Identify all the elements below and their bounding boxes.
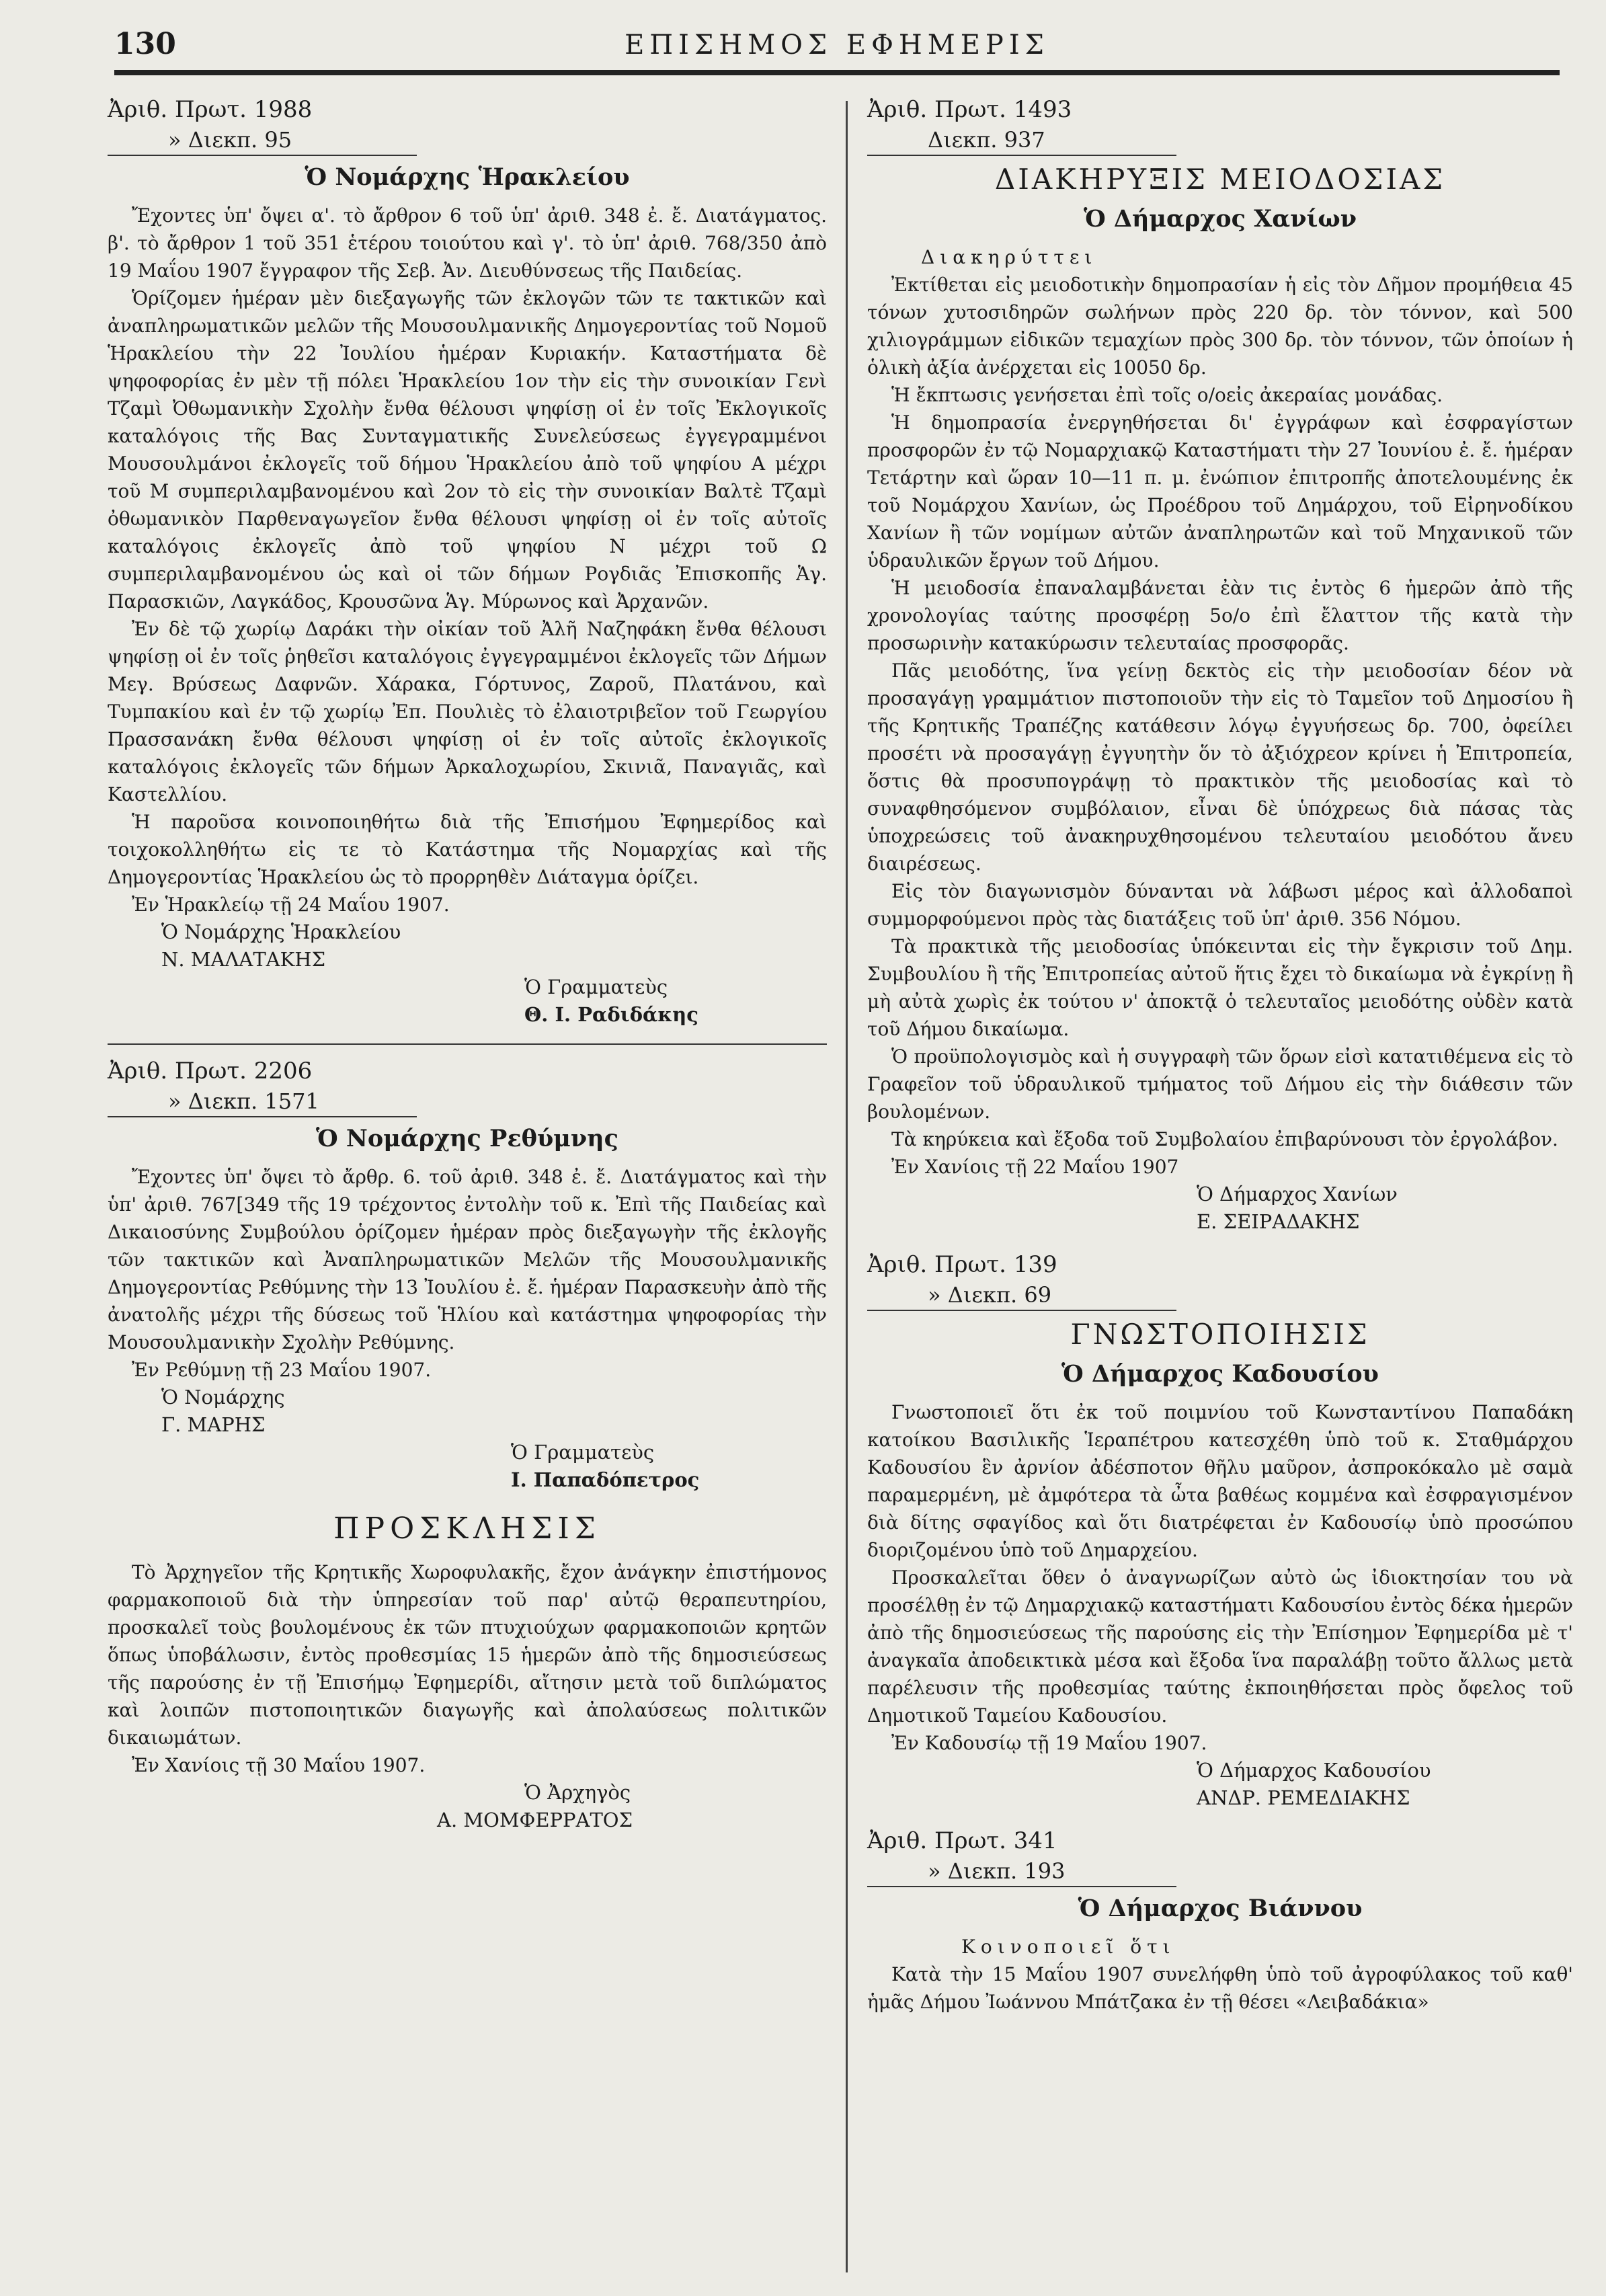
notifies-line: Κοινοποιεῖ ὅτι bbox=[961, 1936, 1176, 1958]
signatory-name: Α. ΜΟΜΦΕΡΡΑΤΟΣ bbox=[437, 1809, 633, 1831]
article-office: Ὁ Δήμαρχος Βιάννου bbox=[1078, 1895, 1363, 1922]
protocol-number: Ἀριθ. Πρωτ. 139 bbox=[867, 1251, 1057, 1278]
signatory-name: Ε. ΣΕΙΡΑΔΑΚΗΣ bbox=[1197, 1210, 1360, 1233]
newspaper-title: ΕΠΙΣΗΜΟΣ ΕΦΗΜΕΡΙΣ bbox=[625, 30, 1049, 61]
signatory-title: Ὁ Νομάρχης bbox=[161, 1386, 285, 1409]
spacer bbox=[867, 1812, 1573, 1825]
dispatch-number: Διεκπ. 937 bbox=[928, 127, 1045, 153]
paragraph: Ἔχοντες ὑπ' ὄψει α'. τὸ ἄρθρον 6 τοῦ ὑπ' ἀριθ. 348 ἐ. ἔ. Διατάγματος. β'. τὸ ἄρθρον 1 τοῦ 351 ἑτέρου τοιούτου καὶ γ'. τὸ ὑπ' ἀριθ. 768/350 ἀπὸ 19 Μαΐου 1907 ἔγγραφον τῆς Σεβ. Ἀν. Διευθύνσεως τῆς Παιδείας. bbox=[108, 204, 827, 282]
auction-title: ΔΙΑΚΗΡΥΞΙΣ ΜΕΙΟΔΟΣΙΑΣ bbox=[994, 163, 1446, 196]
protocol-ref bbox=[867, 94, 1176, 156]
date-line: Ἐν Καδουσίῳ τῇ 19 Μαΐου 1907. bbox=[891, 1732, 1207, 1754]
column-divider bbox=[846, 101, 848, 2272]
protocol-number: Ἀριθ. Πρωτ. 1493 bbox=[867, 96, 1072, 123]
protocol-number: Ἀριθ. Πρωτ. 2206 bbox=[108, 1058, 313, 1084]
paragraph: Ὁρίζομεν ἡμέραν μὲν διεξαγωγῆς τῶν ἐκλογῶν τῶν τε τακτικῶν καὶ ἀναπληρωματικῶν μελῶν τῆς Μουσουλμανικῆς Δημογεροντίας τοῦ Νομοῦ Ἡρακλείου τὴν 22 Ἰουλίου ἡμέραν Κυριακήν. Καταστήματα δὲ ψηφοφορίας ἐν μὲν τῇ πόλει Ἡρακλείου 1ον τὴν εἰς τὴν συνοικίαν Γενὶ Τζαμὶ Ὀθωμανικὴν Σχολὴν ἔνθα θέλουσι ψηφίσῃ οἱ ἐν τοῖς Ἐκλογικοῖς καταλόγοις τῆς Βας Συνταγματικῆς Συνελεύσεως ἐγγεγραμμένοι Μουσουλμάνοι ἐκλογεῖς τοῦ δήμου Ἡρακλείου ἀπὸ τοῦ ψηφίου Α μέχρι τοῦ Μ συμπεριλαμβανομένου καὶ 2ον τὸ εἰς τὴν συνοικίαν Βαλτὲ Τζαμὶ ὀθωμανικὸν Παρθεναγωγεῖον ἔνθα θέλουσι ψηφίσῃ οἱ ἐν τοῖς αὐτοῖς καταλόγοις ἐκλογεῖς ἀπὸ τοῦ ψηφίου Ν μέχρι τοῦ Ω συμπεριλαμβανομένου ὡς καὶ οἱ τῶν δήμων Ρογδιᾶς Ἐπισκοπῆς Ἁγ. Παρασκιῶν, Λαγκάδος, Κρουσῶνα Ἁγ. Μύρωνος καὶ Ἀρχανῶν. bbox=[108, 287, 827, 612]
paragraph: Ἡ μειοδοσία ἐπαναλαμβάνεται ἐὰν τις ἐντὸς 6 ἡμερῶν ἀπὸ τῆς χρονολογίας ταύτης προσφέρῃ 5ο/ο ἐπὶ ἔλαττον τῆς κατὰ τὴν προσωρινὴν κατακύρωσιν τελευταίας προσφορᾶς. bbox=[867, 577, 1573, 654]
signatory-name: Γ. ΜΑΡΗΣ bbox=[161, 1413, 266, 1436]
article-office: Ὁ Νομάρχης Ἡρακλείου bbox=[305, 163, 630, 191]
secretary-title: Ὁ Γραμματεὺς bbox=[511, 1441, 655, 1464]
paragraph: Τὸ Ἀρχηγεῖον τῆς Κρητικῆς Χωροφυλακῆς, ἔχον ἀνάγκην ἐπιστήμονος φαρμακοποιοῦ διὰ τὴν ὑπηρεσίαν τοῦ παρ' αὐτῷ θεραπευτηρίου, προσκαλεῖ τοὺς βουλομένους ἐκ τῶν πτυχιούχων φαρμακοποιῶν κρητῶν ὅπως ὑποβάλωσιν, ἐντὸς προθεσμίας 15 ἡμερῶν ἀπὸ τῆς δημοσιεύσεως τῆς παρούσης ἐν τῇ Ἐπισήμῳ Ἐφημερίδι, αἴτησιν μετὰ τοῦ διπλώματος καὶ λοιπῶν πιστοποιητικῶν διαγωγῆς καὶ ἀπολαύσεως πολιτικῶν δικαιωμάτων. bbox=[108, 1561, 827, 1749]
paragraph: Ἔχοντες ὑπ' ὄψει τὸ ἄρθρ. 6. τοῦ ἀριθ. 348 ἐ. ἔ. Διατάγματος καὶ τὴν ὑπ' ἀριθ. 767[349 τῆς 19 τρέχοντος ἐντολὴν τοῦ κ. Ἐπὶ τῆς Παιδείας καὶ Δικαιοσύνης Συμβούλου ὁρίζομεν ἡμέραν πρὸς διεξαγωγὴν τῆς ἐκλογῆς τῶν τακτικῶν καὶ Ἀναπληρωματικῶν Μελῶν τῆς Μουσουλμανικῆς Δημογεροντίας Ρεθύμνης τὴν 13 Ἰουλίου ἐ. ἔ. ἡμέραν Παρασκευὴν ἀπὸ τῆς ἀνατολῆς μέχρι τῆς δύσεως τοῦ Ἡλίου καὶ κατάστημα ψηφοφορίας τὴν Μουσουλμανικὴν Σχολὴν Ρεθύμνης. bbox=[108, 1166, 827, 1353]
paragraph: Πᾶς μειοδότης, ἵνα γείνῃ δεκτὸς εἰς τὴν μειοδοσίαν δέον νὰ προσαγάγῃ γραμμάτιον πιστοποιοῦν τὴν εἰς τὸ Ταμεῖον τοῦ Δημοσίου ἢ τῆς Κρητικῆς Τραπέζης κατάθεσιν λόγῳ ἐγγυήσεως δρ. 700, ὀφείλει προσέτι νὰ προσαγάγῃ ἐγγυητὴν ὅν τὸ ἀξιόχρεον κρίνει ἡ Ἐπιτροπεία, ὅστις θὰ προσυπογράψῃ τὸ πρακτικὸν τῆς μειοδοσίας καὶ τὸ συναφθησόμενον συμβόλαιον, εἶναι δὲ ὑπόχρεως διὰ πάσας τὰς ὑποχρεώσεις τοῦ ἀνακηρυχθησομένου τελευταίου μειοδότου ἄνευ διαιρέσεως. bbox=[867, 660, 1573, 875]
article-office: Ὁ Δήμαρχος Χανίων bbox=[1083, 205, 1357, 233]
protocol-ref bbox=[867, 1249, 1176, 1311]
paragraph: Εἰς τὸν διαγωνισμὸν δύνανται νὰ λάβωσι μέρος καὶ ἀλλοδαποὶ συμμορφούμενοι πρὸς τὰς διατάξεις τοῦ ὑπ' ἀριθ. 356 Νόμου. bbox=[867, 880, 1573, 930]
dispatch-number: » Διεκπ. 95 bbox=[168, 127, 292, 153]
paragraph: Τὰ πρακτικὰ τῆς μειοδοσίας ὑπόκεινται εἰς τὴν ἔγκρισιν τοῦ Δημ. Συμβουλίου ἢ τῆς Ἐπιτροπείας αὐτοῦ ἥτις ἔχει τὸ δικαίωμα νὰ ἐγκρίνῃ ἢ μὴ αὐτὰ χωρὶς ἐκ τούτου ν' ἀποκτᾷ ὁ τελευταῖος μειοδότης οὐδὲν κατὰ τοῦ Δήμου δικαίωμα. bbox=[867, 935, 1573, 1040]
signatory-name: Ν. ΜΑΛΑΤΑΚΗΣ bbox=[161, 948, 326, 971]
paragraph: Ἐκτίθεται εἰς μειοδοτικὴν δημοπρασίαν ἡ εἰς τὸν Δῆμον προμήθεια 45 τόνων χυτοσιδηρῶν σωλήνων πρὸς 220 δρ. τὸν τόννον, καὶ 500 χιλιογράμμων εἰδικῶν τεμαχίων πρὸς 300 δρ. τὸν τόννον, τῶν ὁποίων ἡ ὁλικὴ ἀξία ἀνέρχεται εἰς 10050 δρ. bbox=[867, 274, 1573, 379]
date-line: Ἐν Χανίοις τῇ 22 Μαΐου 1907 bbox=[891, 1156, 1179, 1178]
article-office: Ὁ Δήμαρχος Καδουσίου bbox=[1061, 1360, 1379, 1388]
date-line: Ἐν Ἡρακλείῳ τῇ 24 Μαΐου 1907. bbox=[132, 894, 450, 916]
spacer bbox=[867, 1236, 1573, 1249]
article-office: Ὁ Νομάρχης Ρεθύμνης bbox=[316, 1125, 618, 1152]
page-number: 130 bbox=[114, 27, 176, 61]
dispatch-number: » Διεκπ. 69 bbox=[928, 1282, 1052, 1308]
page-header bbox=[114, 27, 1560, 67]
date-line: Ἐν Ρεθύμνῃ τῇ 23 Μαΐου 1907. bbox=[132, 1359, 432, 1381]
signatory-title: Ὁ Νομάρχης Ἡρακλείου bbox=[161, 920, 401, 943]
paragraph: Γνωστοποιεῖ ὅτι ἐκ τοῦ ποιμνίου τοῦ Κωνσταντίνου Παπαδάκη κατοίκου Βασιλικῆς Ἱεραπέτρου κατεσχέθη ὑπὸ τοῦ κ. Σταθμάρχου Καδουσίου ἓν ἀρνίον ἀδέσποτον θῆλυ μαῦρον, ἀσπροκόκαλο μὲ σαμὰ παραμερμένη, μὲ ἀμφότερα τὰ ὦτα βαθέως κομμένα καὶ ἐσφραγισμένον διὰ δίτης σφαγίδος καὶ ὅτι διατρέφεται ἐν Καδουσίῳ ὑπὸ προσώπου διοριζομένου ὑπὸ τοῦ Δημαρχείου. bbox=[867, 1401, 1573, 1561]
protocol-number: Ἀριθ. Πρωτ. 1988 bbox=[108, 96, 313, 123]
paragraph: Ἡ παροῦσα κοινοποιηθήτω διὰ τῆς Ἐπισήμου Ἐφημερίδος καὶ τοιχοκολληθήτω εἰς τε τὸ Κατάστημα τῆς Νομαρχίας καὶ τῆς Δημογεροντίας Ἡρακλείου ὡς τὸ προρρηθὲν Διάταγμα ὁρίζει. bbox=[108, 811, 827, 888]
paragraph: Ἡ ἔκπτωσις γενήσεται ἐπὶ τοῖς ο/οεἰς ἀκεραίας μονάδας. bbox=[891, 384, 1443, 406]
protocol-number: Ἀριθ. Πρωτ. 341 bbox=[867, 1827, 1057, 1854]
left-column bbox=[108, 94, 827, 1834]
paragraph: Ἡ δημοπρασία ἐνεργηθήσεται δι' ἐγγράφων καὶ ἐσφραγίστων προσφορῶν ἐν τῷ Νομαρχιακῷ Καταστήματι τὴν 27 Ἰουνίου ἐ. ἔ. ἡμέραν Τετάρτην καὶ ὥραν 10—11 π. μ. ἐνώπιον ἐπιτροπῆς ἀποτελουμένης ἐκ τοῦ Νομάρχου Χανίων, ὡς Προέδρου τοῦ Δημάρχου, τοῦ Εἰρηνοδίκου Χανίων ἢ τῶν νομίμων αὐτῶν ἀναπληρωτῶν καὶ τοῦ Μηχανικοῦ τῶν ὑδραυλικῶν ἔργων τοῦ Δήμου. bbox=[867, 411, 1573, 571]
article-separator bbox=[108, 1043, 827, 1045]
protocol-ref bbox=[108, 1056, 417, 1117]
protocol-ref bbox=[108, 94, 417, 156]
dispatch-number: » Διεκπ. 193 bbox=[928, 1858, 1066, 1884]
notice-title: ΓΝΩΣΤΟΠΟΙΗΣΙΣ bbox=[1070, 1318, 1370, 1351]
secretary-name: Ι. Παπαδόπετρος bbox=[511, 1468, 700, 1491]
secretary-title: Ὁ Γραμματεὺς bbox=[524, 976, 668, 998]
signatory-title: Ὁ Δήμαρχος Καδουσίου bbox=[1197, 1759, 1431, 1782]
paragraph: Ἐν δὲ τῷ χωρίῳ Δαράκι τὴν οἰκίαν τοῦ Ἀλῆ Ναζηφάκη ἔνθα θέλουσι ψηφίσῃ οἱ ἐν τοῖς ῥηθεῖσι καταλόγοις ἐγγεγραμμένοι ἐκλογεῖς τῶν Δήμων Μεγ. Βρύσεως Δαφνῶν. Χάρακα, Γόρτυνος, Ζαροῦ, Πλατάνου, καὶ Τυμπακίου καὶ ἐν τῷ χωρίῳ Ἐπ. Πουλιὲς τὸ ἐλαιοτριβεῖον τοῦ Γεωργίου Πρασσανάκη ἔνθα θέλουσι ψηφίσῃ οἱ ἐν τοῖς αὐτοῖς ἐκλογικοῖς καταλόγοις ἐκλογεῖς τῶν δήμων Ἀρκαλοχωρίου, Σκινιᾶ, Παναγιᾶς, καὶ Καστελλίου. bbox=[108, 618, 827, 805]
paragraph: Τὰ κηρύκεια καὶ ἔξοδα τοῦ Συμβολαίου ἐπιβαρύνουσι τὸν ἐργολάβον. bbox=[891, 1128, 1558, 1150]
signatory-title: Ὁ Δήμαρχος Χανίων bbox=[1197, 1183, 1398, 1205]
proclaims-line: Διακηρύττει bbox=[921, 246, 1098, 268]
right-column bbox=[867, 94, 1573, 2016]
paragraph: Κατὰ τὴν 15 Μαΐου 1907 συνελήφθη ὑπὸ τοῦ ἀγροφύλακος τοῦ καθ' ἡμᾶς Δήμου Ἰωάννου Μπάτζακα ἐν τῇ θέσει «Λειβαδάκια» bbox=[867, 1963, 1573, 2013]
dispatch-number: » Διεκπ. 1571 bbox=[168, 1088, 319, 1114]
invitation-title: ΠΡΟΣΚΛΗΣΙΣ bbox=[333, 1511, 601, 1546]
protocol-ref bbox=[867, 1825, 1176, 1887]
signatory-name: ΑΝΔΡ. ΡΕΜΕΔΙΑΚΗΣ bbox=[1197, 1786, 1410, 1809]
signatory-title: Ὁ Ἀρχηγὸς bbox=[524, 1781, 631, 1804]
header-rule bbox=[114, 70, 1560, 75]
secretary-name: Θ. Ι. Ραδιδάκης bbox=[524, 1003, 698, 1026]
date-line: Ἐν Χανίοις τῇ 30 Μαΐου 1907. bbox=[132, 1754, 426, 1776]
paragraph: Ὁ προϋπολογισμὸς καὶ ἡ συγγραφὴ τῶν ὅρων εἰσὶ κατατιθέμενα εἰς τὸ Γραφεῖον τοῦ ὑδραυλικοῦ τμήματος τοῦ Δήμου εἰς τὴν διάθεσιν τῶν βουλομένων. bbox=[867, 1045, 1573, 1123]
paragraph: Προσκαλεῖται ὅθεν ὁ ἀναγνωρίζων αὐτὸ ὡς ἰδιοκτησίαν του νὰ προσέλθῃ ἐν τῷ Δημαρχιακῷ καταστήματι Καδουσίου ἐντὸς δέκα ἡμερῶν ἀπὸ τῆς δημοσιεύσεως τῆς παρούσης εἰς τὴν Ἐπίσημον Ἐφημερίδα μὲ τ' ἀναγκαῖα ἀποδεικτικὰ μέσα καὶ ἔξοδα ἵνα παραλάβῃ τοῦτο ἄλλως μετὰ παρέλευσιν τῆς προθεσμίας ταύτης ἐκποιηθήσεται πρὸς ὄφελος τοῦ Δημοτικοῦ Ταμείου Καδουσίου. bbox=[867, 1567, 1573, 1727]
